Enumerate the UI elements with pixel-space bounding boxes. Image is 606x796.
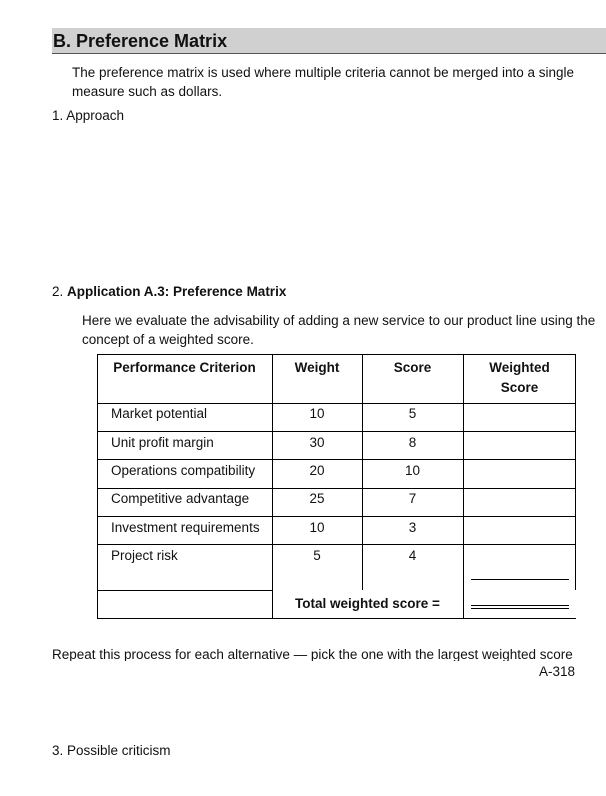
section-title: B. Preference Matrix: [53, 31, 228, 51]
score-cell: 5: [408, 406, 417, 421]
intro-paragraph: The preference matrix is used where multiple criteria cannot be merged into a single measure such as dollars.: [72, 65, 574, 99]
total-answer-line-bottom: [471, 608, 569, 609]
weight-cell: 5: [313, 548, 321, 563]
repeat-instruction: Repeat this process for each alternative — pick the one with the largest weighted score: [52, 647, 573, 661]
header-weighted-score-line1: Weighted: [489, 360, 550, 375]
criticism-heading: 3. Possible criticism: [52, 743, 171, 758]
score-cell: 8: [408, 435, 417, 450]
table-border-bottom: [97, 618, 576, 619]
page-number: A-318: [539, 664, 576, 679]
application-description: Here we evaluate the advisability of adding a new service to our product line using the concept of a weighted score.: [82, 313, 596, 347]
application-number: 2.: [52, 284, 68, 299]
preference-matrix-table: [97, 354, 576, 619]
table-border-left: [97, 354, 98, 619]
col-divider: [272, 354, 273, 619]
total-answer-line-top: [471, 605, 569, 606]
total-weighted-score-label: Total weighted score =: [295, 596, 440, 611]
weight-cell: 25: [309, 491, 325, 506]
weight-cell: 30: [309, 435, 325, 450]
weight-cell: 10: [309, 520, 325, 535]
application-title: Application A.3: Preference Matrix: [67, 284, 287, 299]
header-weighted-score-line2: Score: [500, 380, 539, 395]
application-heading: [52, 284, 286, 299]
header-criterion: Performance Criterion: [113, 360, 256, 375]
score-cell: 4: [408, 548, 417, 563]
criterion-cell: Operations compatibility: [111, 463, 256, 478]
weight-cell: 20: [309, 463, 325, 478]
table-border-top: [97, 354, 576, 355]
criterion-cell: Market potential: [111, 406, 208, 421]
row-divider: [97, 431, 576, 432]
score-cell: 7: [408, 491, 417, 506]
header-weight: Weight: [294, 360, 340, 375]
criterion-cell: Unit profit margin: [111, 435, 214, 450]
score-cell: 10: [404, 463, 421, 478]
approach-heading: 1. Approach: [52, 108, 125, 123]
row-divider-partial: [97, 590, 272, 591]
weighted-score-answer-line: [471, 579, 569, 580]
row-divider: [97, 459, 576, 460]
criterion-cell: Competitive advantage: [111, 491, 250, 506]
criterion-cell: Project risk: [111, 548, 178, 563]
section-header: [52, 28, 606, 54]
row-divider: [97, 544, 576, 545]
header-score: Score: [393, 360, 432, 375]
criterion-cell: Investment requirements: [111, 520, 260, 535]
weight-cell: 10: [309, 406, 325, 421]
row-divider: [97, 516, 576, 517]
score-cell: 3: [408, 520, 417, 535]
